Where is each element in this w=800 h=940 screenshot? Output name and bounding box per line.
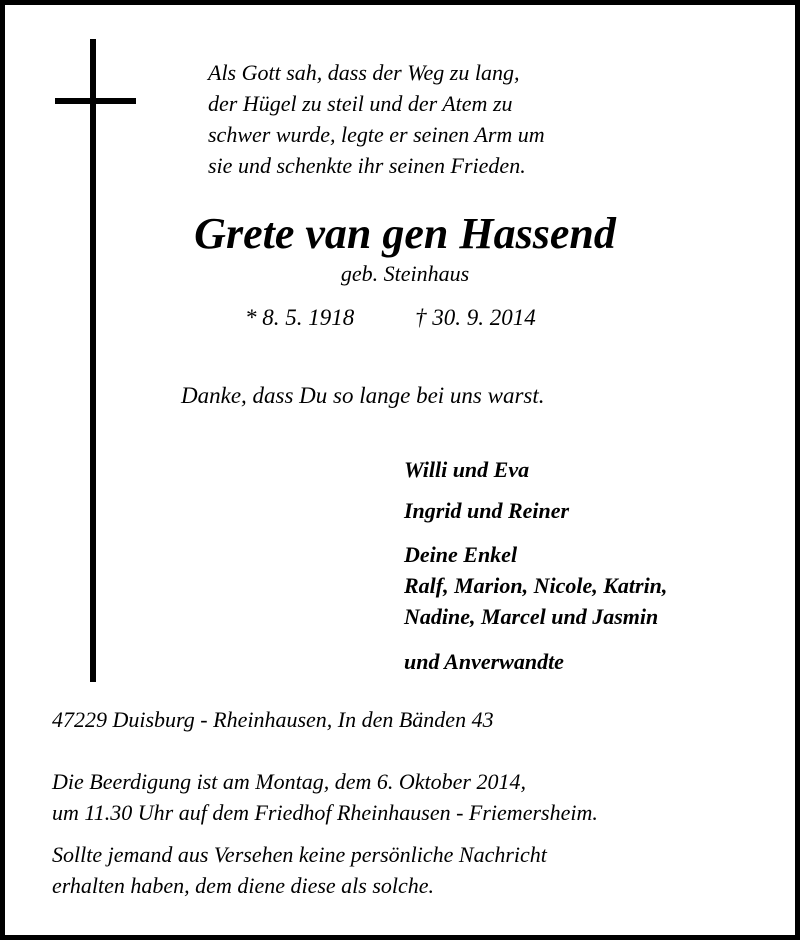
funeral-line: um 11.30 Uhr auf dem Friedhof Rheinhausen - Friemersheim. [52,800,598,825]
cross-icon-bar [55,98,136,104]
grandchildren-names: Ralf, Marion, Nicole, Katrin, [404,573,668,598]
grandchildren-names: Nadine, Marcel und Jasmin [404,604,659,629]
quote-line: der Hügel zu steil und der Atem zu [208,91,513,116]
notice-block [52,839,547,901]
mourners-block [404,454,529,485]
quote-line: Als Gott sah, dass der Weg zu lang, [208,60,520,85]
notice-line: erhalten haben, dem diene diese als solche. [52,873,435,898]
mourner-line: Ingrid und Reiner [404,498,570,523]
maiden-name: geb. Steinhaus [340,261,470,286]
address-line: 47229 Duisburg - Rheinhausen, In den Bänden 43 [52,707,494,732]
death-date: † 30. 9. 2014 [415,305,536,330]
funeral-info [52,766,598,828]
relatives-block [404,646,564,677]
relatives-line: und Anverwandte [404,649,564,674]
thanks-line: Danke, dass Du so lange bei uns warst. [181,383,545,408]
cross-icon [90,39,96,682]
address-block [52,704,494,735]
grandchildren-heading: Deine Enkel [404,542,518,567]
quote-line: schwer wurde, legte er seinen Arm um [208,122,545,147]
quote-block [208,57,545,181]
mourners-block-2 [404,495,569,526]
birth-date: * 8. 5. 1918 [245,305,355,330]
grandchildren-block [404,539,667,632]
mourner-line: Willi und Eva [404,457,530,482]
quote-line: sie und schenkte ihr seinen Frieden. [208,153,526,178]
funeral-line: Die Beerdigung ist am Montag, dem 6. Oktober 2014, [52,769,526,794]
notice-line: Sollte jemand aus Versehen keine persönliche Nachricht [52,842,547,867]
deceased-name: Grete van gen Hassend [194,209,616,258]
